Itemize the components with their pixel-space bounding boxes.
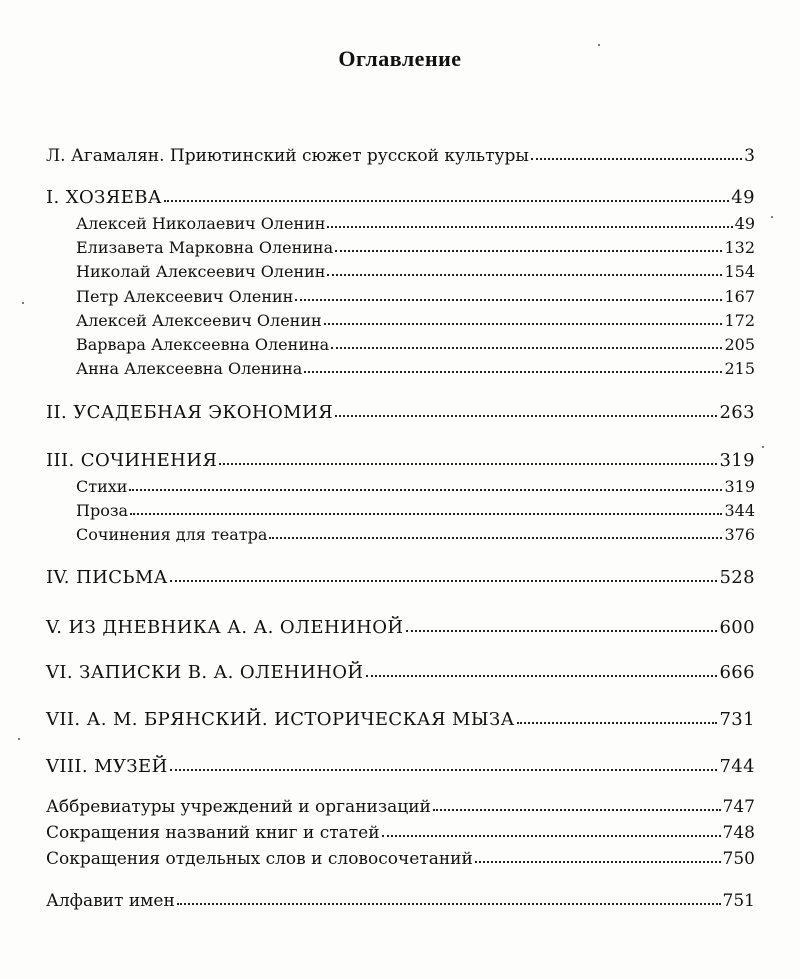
toc-entry-label: Стихи: [76, 477, 128, 496]
toc-subentry: [76, 261, 755, 283]
toc-entry-label: Аббревиатуры учреждений и организаций: [46, 797, 431, 817]
toc-entry-section-4: [46, 567, 755, 589]
toc-subentry: [76, 286, 755, 308]
toc-entry-appendix: [46, 848, 755, 870]
toc-entry-section-5: [46, 617, 755, 639]
toc-entry-label: I. ХОЗЯЕВА: [46, 187, 162, 208]
toc-entry-page: 154: [724, 262, 755, 281]
toc-entry-page: 528: [719, 567, 755, 588]
toc-subentry: [76, 237, 755, 259]
toc-entry-label: IV. ПИСЬМА: [46, 567, 168, 588]
leader-dots: [304, 370, 722, 373]
toc-entry-label: VIII. МУЗЕЙ: [46, 756, 168, 777]
leader-dots: [170, 768, 718, 771]
leader-dots: [382, 834, 721, 837]
toc-entry-page: 748: [722, 823, 755, 843]
toc-entry-label: Елизавета Марковна Оленина: [76, 238, 334, 257]
toc-entry-page: 747: [722, 797, 755, 817]
toc-entry-label: VI. ЗАПИСКИ В. А. ОЛЕНИНОЙ: [46, 662, 364, 683]
toc-entry-appendix: [46, 822, 755, 844]
leader-dots: [406, 629, 718, 632]
toc-entry-page: 731: [719, 709, 755, 730]
toc-entry-label: Варвара Алексеевна Оленина: [76, 335, 330, 354]
toc-entry-section-1: [46, 187, 755, 209]
toc-entry-label: Алексей Алексеевич Оленин: [76, 311, 322, 330]
toc-entry-section-8: [46, 756, 755, 778]
toc-entry-page: 744: [719, 756, 755, 777]
leader-dots: [130, 512, 722, 515]
leader-dots: [327, 273, 722, 276]
toc-entry-page: 215: [724, 359, 755, 378]
leader-dots: [366, 674, 718, 677]
scan-speck: [18, 738, 20, 740]
leader-dots: [335, 249, 722, 252]
toc-entry-page: 750: [722, 849, 755, 869]
toc-entry-label: V. ИЗ ДНЕВНИКА А. А. ОЛЕНИНОЙ: [46, 617, 404, 638]
toc-entry-page: 132: [724, 238, 755, 257]
toc-subentry: [76, 310, 755, 332]
leader-dots: [177, 902, 721, 905]
toc-entry-intro: [46, 145, 755, 167]
toc-entry-page: 376: [724, 525, 755, 544]
toc-entry-section-7: [46, 709, 755, 731]
toc-entry-label: Алфавит имен: [46, 891, 175, 911]
leader-dots: [269, 536, 722, 539]
toc-entry-page: 319: [719, 450, 755, 471]
toc-subentry: [76, 524, 755, 546]
toc-entry-appendix: [46, 796, 755, 818]
toc-entry-label: III. СОЧИНЕНИЯ: [46, 450, 218, 471]
toc-entry-page: 205: [724, 335, 755, 354]
scan-speck: [771, 216, 773, 218]
page-title: Оглавление: [338, 46, 462, 71]
toc-entry-page: 319: [724, 477, 755, 496]
leader-dots: [517, 721, 718, 724]
toc-entry-page: 167: [724, 287, 755, 306]
toc-entry-page: 49: [734, 214, 755, 233]
scan-speck: [762, 446, 764, 448]
toc-entry-label: VII. А. М. БРЯНСКИЙ. ИСТОРИЧЕСКАЯ МЫЗА: [46, 709, 515, 730]
toc-entry-label: Проза: [76, 501, 129, 520]
toc-entry-label: II. УСАДЕБНАЯ ЭКОНОМИЯ: [46, 402, 334, 423]
leader-dots: [327, 225, 732, 228]
toc-entry-page: 49: [731, 187, 755, 208]
scan-speck: [22, 302, 24, 304]
toc-entry-label: Анна Алексеевна Оленина: [76, 359, 303, 378]
toc-entry-page: 172: [724, 311, 755, 330]
leader-dots: [433, 808, 721, 811]
toc-entry-page: 263: [719, 402, 755, 423]
leader-dots: [475, 860, 721, 863]
toc-entry-label: Николай Алексеевич Оленин: [76, 262, 326, 281]
toc-entry-label: Сочинения для театра: [76, 525, 268, 544]
leader-dots: [335, 414, 717, 417]
toc-entry-label: Сокращения названий книг и статей: [46, 823, 380, 843]
toc-entry-index: [46, 890, 755, 912]
toc-entry-label: Л. Агамалян. Приютинский сюжет русской культуры: [46, 146, 529, 166]
leader-dots: [324, 322, 723, 325]
toc-entry-page: 751: [722, 891, 755, 911]
toc-entry-section-3: [46, 450, 755, 472]
toc-subentry: [76, 500, 755, 522]
toc-subentry: [76, 213, 755, 235]
toc-subentry: [76, 476, 755, 498]
toc-entry-page: 3: [744, 146, 755, 166]
toc-subentry: [76, 358, 755, 380]
toc-subentry: [76, 334, 755, 356]
toc-entry-label: Петр Алексеевич Оленин: [76, 287, 294, 306]
leader-dots: [129, 488, 722, 491]
scan-speck: [598, 44, 600, 46]
leader-dots: [295, 298, 722, 301]
leader-dots: [219, 462, 717, 465]
leader-dots: [531, 157, 742, 160]
leader-dots: [170, 579, 718, 582]
toc-entry-section-6: [46, 662, 755, 684]
leader-dots: [331, 346, 722, 349]
toc-entry-page: 600: [719, 617, 755, 638]
toc-entry-page: 344: [724, 501, 755, 520]
toc-entry-label: Сокращения отдельных слов и словосочетаний: [46, 849, 473, 869]
leader-dots: [164, 199, 729, 202]
toc-entry-page: 666: [719, 662, 755, 683]
toc-entry-section-2: [46, 402, 755, 424]
toc-entry-label: Алексей Николаевич Оленин: [76, 214, 326, 233]
